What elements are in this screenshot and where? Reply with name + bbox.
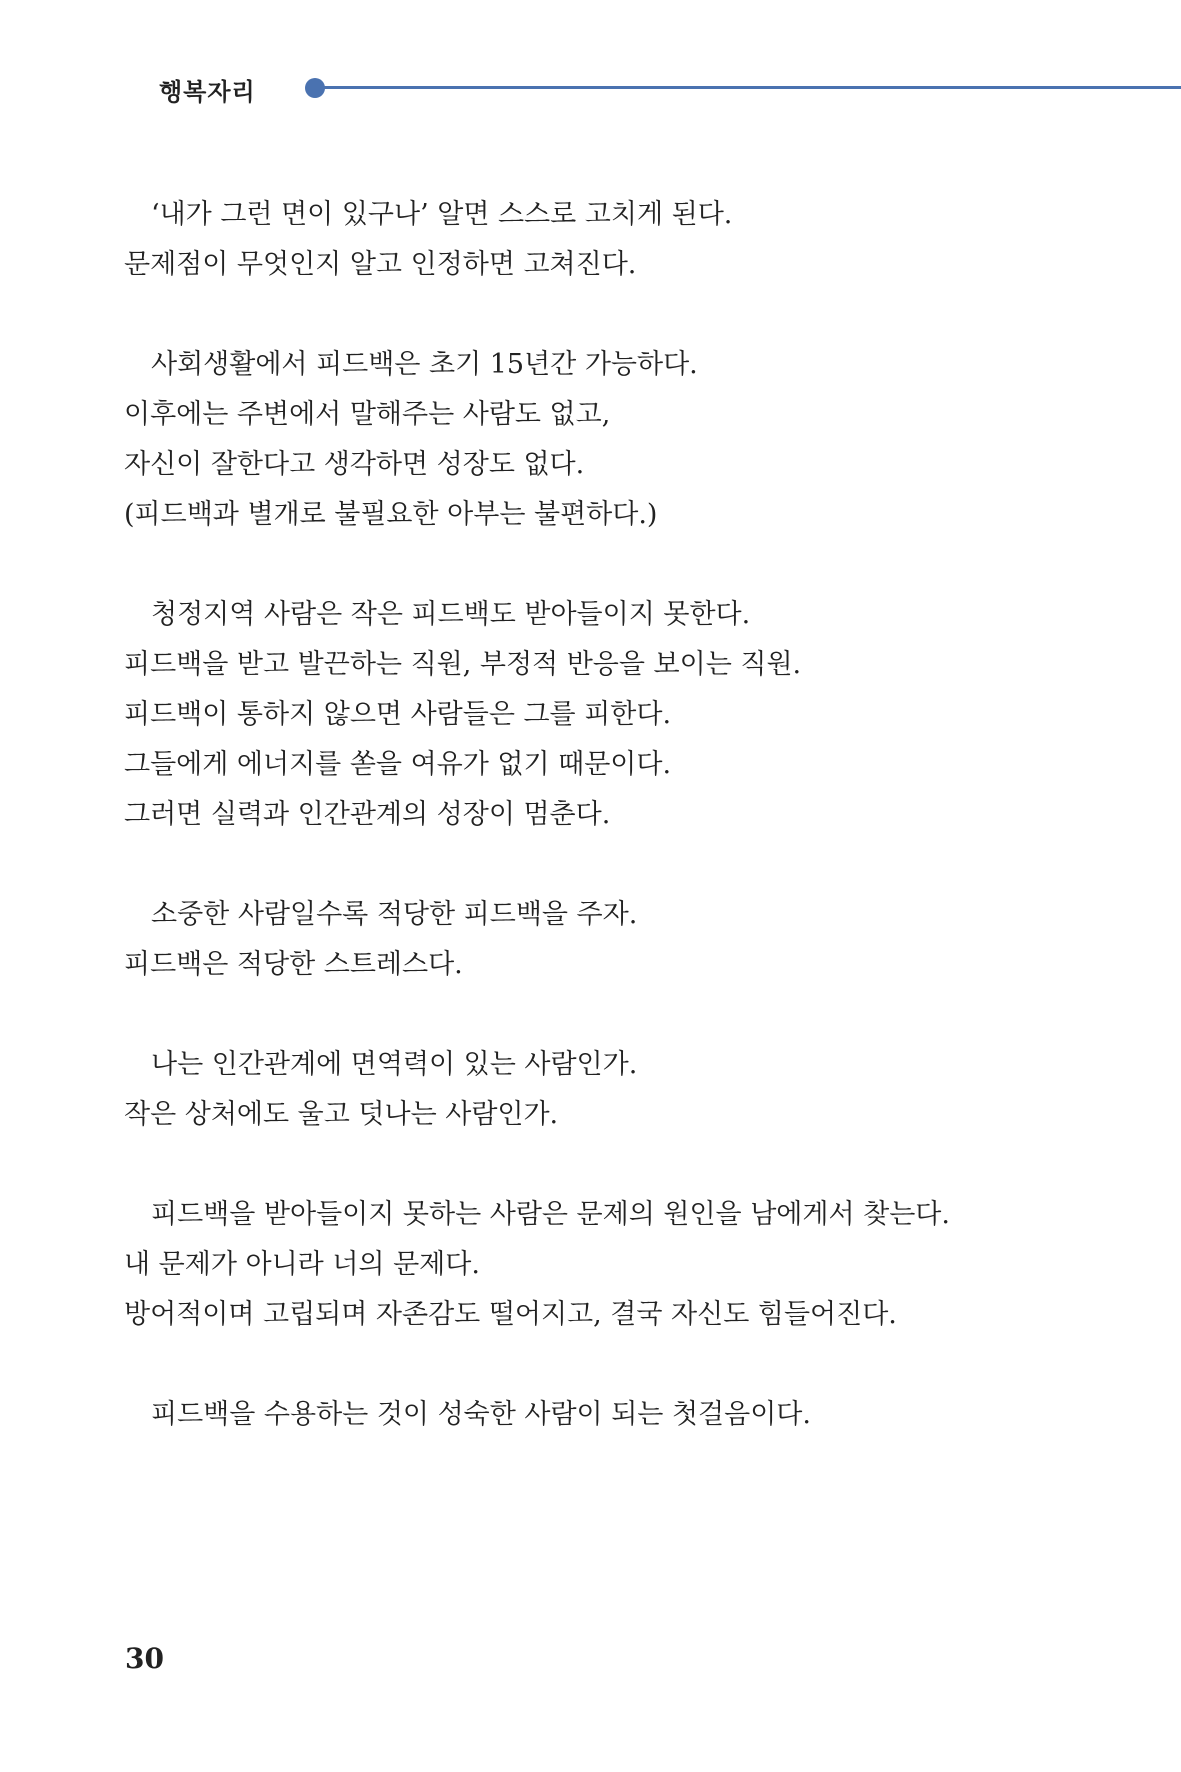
text-line: 나는 인간관계에 면역력이 있는 사람인가.: [151, 1049, 638, 1080]
text-line: 사회생활에서 피드백은 초기 15년간 가능하다.: [151, 349, 698, 380]
paragraph: [124, 340, 1124, 540]
text-line: 피드백을 받아들이지 못하는 사람은 문제의 원인을 남에게서 찾는다.: [151, 1199, 950, 1230]
text-line: 자신이 잘한다고 생각하면 성장도 없다.: [124, 449, 585, 480]
text-line: 작은 상처에도 울고 덧나는 사람인가.: [124, 1099, 559, 1130]
paragraph: [124, 1190, 1124, 1340]
text-line: 그들에게 에너지를 쏟을 여유가 없기 때문이다.: [124, 749, 672, 780]
body-text: [124, 190, 1124, 1490]
header-rule: [318, 86, 1181, 89]
text-line: 피드백이 통하지 않으면 사람들은 그를 피한다.: [124, 699, 672, 730]
paragraph: [124, 590, 1124, 840]
text-line: 내 문제가 아니라 너의 문제다.: [124, 1249, 480, 1280]
paragraph: [124, 890, 1124, 990]
text-line: 소중한 사람일수록 적당한 피드백을 주자.: [151, 899, 638, 930]
text-line: 그러면 실력과 인간관계의 성장이 멈춘다.: [124, 799, 611, 830]
text-line: ‘내가 그런 면이 있구나’ 알면 스스로 고치게 된다.: [151, 199, 733, 230]
text-line: 피드백을 수용하는 것이 성숙한 사람이 되는 첫걸음이다.: [151, 1399, 811, 1430]
section-title: 행복자리: [159, 78, 256, 106]
running-header: [0, 0, 1181, 130]
paragraph: [124, 190, 1124, 290]
header-dot-marker: [305, 78, 325, 98]
text-line: 문제점이 무엇인지 알고 인정하면 고쳐진다.: [124, 249, 637, 280]
text-line: 방어적이며 고립되며 자존감도 떨어지고, 결국 자신도 힘들어진다.: [124, 1299, 897, 1330]
paragraph: [124, 1040, 1124, 1140]
text-line: 피드백을 받고 발끈하는 직원, 부정적 반응을 보이는 직원.: [124, 649, 802, 680]
paragraph: [124, 1390, 1124, 1440]
text-line: (피드백과 별개로 불필요한 아부는 불편하다.): [124, 499, 658, 530]
page-number: 30: [125, 1642, 164, 1675]
text-line: 이후에는 주변에서 말해주는 사람도 없고,: [124, 399, 611, 430]
text-line: 청정지역 사람은 작은 피드백도 받아들이지 못한다.: [151, 599, 751, 630]
text-line: 피드백은 적당한 스트레스다.: [124, 949, 463, 980]
